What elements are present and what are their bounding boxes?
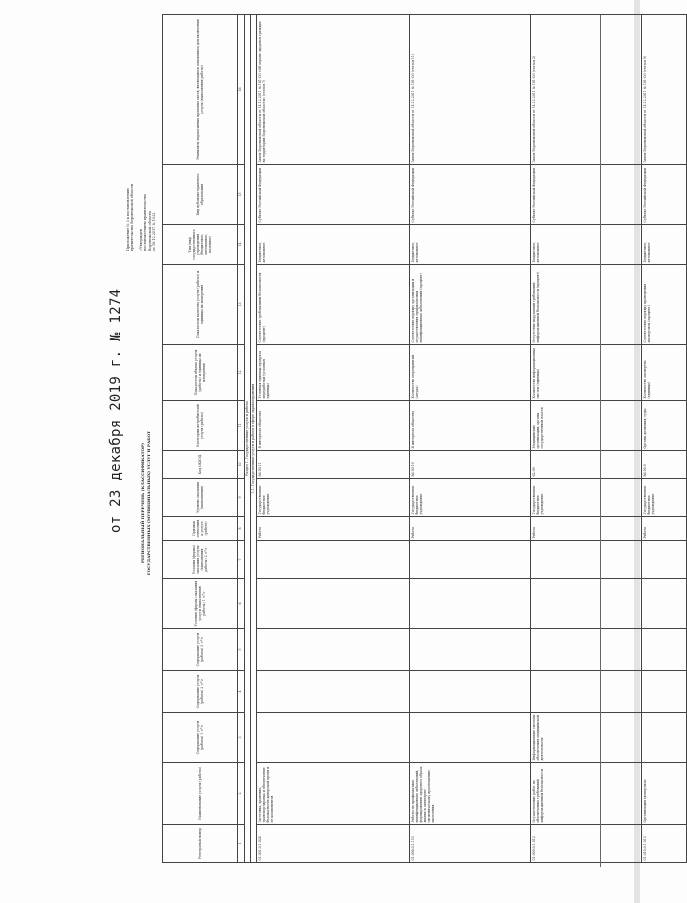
column-number: 11 xyxy=(238,401,245,451)
content-3 xyxy=(410,629,531,671)
consumer-category: Медицинские организации, органы государственной власти xyxy=(531,401,642,451)
legal-acts: Закон Воронежской области от 14.12.2011 № 181-ОЗ (статья 2) xyxy=(531,15,642,165)
table-row xyxy=(257,15,410,863)
column-header: Признак отнесения к услуге (работе) xyxy=(163,517,238,541)
service-sign: Работа xyxy=(642,517,687,541)
document-title-line: ГОСУДАРСТВЕННЫХ (МУНИЦИПАЛЬНЫХ) УСЛУГ И РАБОТ xyxy=(145,430,151,576)
table-row xyxy=(531,15,642,863)
decree-date-number: от 23 декабря 2019 г. № 1274 xyxy=(108,288,124,533)
column-number: 2 xyxy=(238,763,245,825)
content-2 xyxy=(531,671,642,713)
okved-code: 62.09 xyxy=(531,451,642,479)
column-header: Наименование услуги (работы) xyxy=(163,763,238,825)
institution-type: Бюджетное, автономное xyxy=(257,225,410,265)
quality-indicator: Отсутствие нарушений требований информационной безопасности (процент) xyxy=(531,265,642,345)
attachment-line: Приложение № 3 к постановлению xyxy=(126,188,130,251)
condition-2 xyxy=(642,541,687,579)
column-header: Тип (вид) государственного учреждения (бюджетное, автономное, казенное) xyxy=(163,225,238,265)
table-row xyxy=(642,15,687,863)
consumer-category: В интересах общества xyxy=(257,401,410,451)
content-3 xyxy=(642,629,687,671)
document-title xyxy=(140,223,151,783)
public-entity-kind: Субъект Российской Федерации xyxy=(410,165,531,225)
consumer-category: Органы дознания, суды xyxy=(642,401,687,451)
legal-acts: Закон Воронежской области от 14.12.2011 № 181-ОЗ «Об охране здоровья граждан на территории Воронежской области» (статья 7) xyxy=(257,15,410,165)
okved-code: 86.90.9 xyxy=(642,451,687,479)
public-entity-kind: Субъект Российской Федерации xyxy=(257,165,410,225)
consumer-category: В интересах общества xyxy=(410,401,531,451)
registry-code: 01.008.0.1.153 xyxy=(410,825,531,863)
legal-acts: Закон Воронежской области от 14.12.2011 № 181-ОЗ (статья 11) xyxy=(410,15,531,165)
attachment-line: от 18.12.2017 № 1032 xyxy=(152,212,157,251)
provision-level: Государственное бюджетное учреждение xyxy=(642,479,687,517)
service-name: Заготовка, хранение, транспортировка и обеспечение безопасности донорской крови и ее компонентов xyxy=(257,763,410,825)
column-number: 5 xyxy=(238,629,245,671)
quality-indicator: Соответствие порядку организации и осуществления профилактики неинфекционных заболеваний (процент) xyxy=(410,265,531,345)
volume-indicator: Количество экспертиз (единица) xyxy=(642,345,687,401)
column-header: Вид публично-правового образования xyxy=(163,165,238,225)
content-1 xyxy=(642,713,687,763)
column-number: 12 xyxy=(238,345,245,401)
legal-acts: Закон Воронежской области от 14.12.2011 № 181-ОЗ (статья 9) xyxy=(642,15,687,165)
okved-code: 86.90.19 xyxy=(410,451,531,479)
content-3 xyxy=(531,629,642,671)
service-sign: Работа xyxy=(531,517,642,541)
content-1: Информационные системы обеспечения медицинской деятельности xyxy=(531,713,642,763)
attachment-line: «Утвержден xyxy=(138,229,143,251)
content-2 xyxy=(410,671,531,713)
column-header: Условия (формы) оказания услуги (выполнения работы) 1 <*> xyxy=(163,579,238,629)
volume-indicator: Количество информационных систем (единица) xyxy=(531,345,642,401)
condition-1 xyxy=(410,579,531,629)
okved-code: 86.90.11 xyxy=(257,451,410,479)
header-row xyxy=(163,15,238,863)
column-number: 14 xyxy=(238,225,245,265)
provision-level: Государственное бюджетное учреждение xyxy=(257,479,410,517)
column-number: 9 xyxy=(238,479,245,517)
service-sign: Работа xyxy=(257,517,410,541)
condition-2 xyxy=(531,541,642,579)
column-header: Категории потребителей услуги (работы) xyxy=(163,401,238,451)
page-bottom-rule xyxy=(600,15,601,867)
content-1 xyxy=(410,713,531,763)
registry-code: 01.009.0.1.012 xyxy=(531,825,642,863)
service-name: Организация экспертизы xyxy=(642,763,687,825)
column-number: 3 xyxy=(238,713,245,763)
column-number: 4 xyxy=(238,671,245,713)
column-number: 6 xyxy=(238,579,245,629)
content-3 xyxy=(257,629,410,671)
service-name: Осуществление работ по обеспечению требований информационной безопасности xyxy=(531,763,642,825)
quality-indicator: Соответствие порядку проведения экспертизы (процент) xyxy=(642,265,687,345)
column-header: Реквизиты нормативных правовых актов, являющихся основанием для включения услуги (выполнения работы) xyxy=(163,15,238,165)
column-header: Реестровый номер xyxy=(163,825,238,863)
column-header: Содержание услуги (работы) 1 <*> xyxy=(163,713,238,763)
registry-code: 01.001.0.1.024 xyxy=(257,825,410,863)
registry-code: 01.010.0.1.013 xyxy=(642,825,687,863)
quality-indicator: Соответствие требованиям безопасности (процент) xyxy=(257,265,410,345)
condition-2 xyxy=(257,541,410,579)
column-number: 16 xyxy=(238,15,245,165)
column-header: Содержание услуги (работы) 2 <*> xyxy=(163,671,238,713)
column-header: Условия (формы) оказания услуги (выполнения работы) 2 <*> xyxy=(163,541,238,579)
column-number: 15 xyxy=(238,165,245,225)
document-title-line: РЕГИОНАЛЬНЫЙ ПЕРЕЧЕНЬ (КЛАССИФИКАТОР) xyxy=(140,442,145,564)
column-number: 7 xyxy=(238,541,245,579)
column-header: Код ОКВЭД xyxy=(163,451,238,479)
attachment-line: постановлением правительства xyxy=(143,194,148,251)
column-number: 13 xyxy=(238,265,245,345)
public-entity-kind: Субъект Российской Федерации xyxy=(642,165,687,225)
condition-1 xyxy=(257,579,410,629)
institution-type: Бюджетное, автономное xyxy=(642,225,687,265)
condition-1 xyxy=(531,579,642,629)
attachment-note xyxy=(126,51,157,251)
public-entity-kind: Субъект Российской Федерации xyxy=(531,165,642,225)
provision-level: Государственное бюджетное учреждение xyxy=(531,479,642,517)
volume-indicator: Количество мероприятий (штука) xyxy=(410,345,531,401)
column-header: Показатели качества услуги (работы) и единицы их измерения xyxy=(163,265,238,345)
condition-2 xyxy=(410,541,531,579)
service-name: Работы по профилактике неинфекционных заболеваний, формированию здорового образа жизни и санитарно-гигиеническому просвещению населения xyxy=(410,763,531,825)
column-number-row xyxy=(238,15,245,863)
content-2 xyxy=(257,671,410,713)
section-heading: Раздел 1. Государственные услуги и работы xyxy=(245,15,251,863)
column-number: 1 xyxy=(238,825,245,863)
service-sign: Работа xyxy=(410,517,531,541)
attachment-line: Воронежской области xyxy=(147,211,152,251)
table-row xyxy=(410,15,531,863)
provision-level: Государственное бюджетное учреждение xyxy=(410,479,531,517)
column-header: Показатели объема услуги (работы) и единицы их измерения xyxy=(163,345,238,401)
column-header: Уровень оказания (выполнения) xyxy=(163,479,238,517)
subsection-heading: 1.1. Государственные услуги и работы в сфере здравоохранения xyxy=(251,15,257,863)
institution-type: Бюджетное, автономное xyxy=(531,225,642,265)
content-2 xyxy=(642,671,687,713)
content-1 xyxy=(257,713,410,763)
column-number: 10 xyxy=(238,451,245,479)
institution-type: Бюджетное, автономное xyxy=(410,225,531,265)
services-register-table xyxy=(162,14,687,863)
volume-indicator: Условная единица продукта переработки (условная единица) xyxy=(257,345,410,401)
column-number: 8 xyxy=(238,517,245,541)
column-header: Содержание услуги (работы) 3 <*> xyxy=(163,629,238,671)
condition-1 xyxy=(642,579,687,629)
attachment-line: правительства Воронежской области xyxy=(130,183,135,251)
